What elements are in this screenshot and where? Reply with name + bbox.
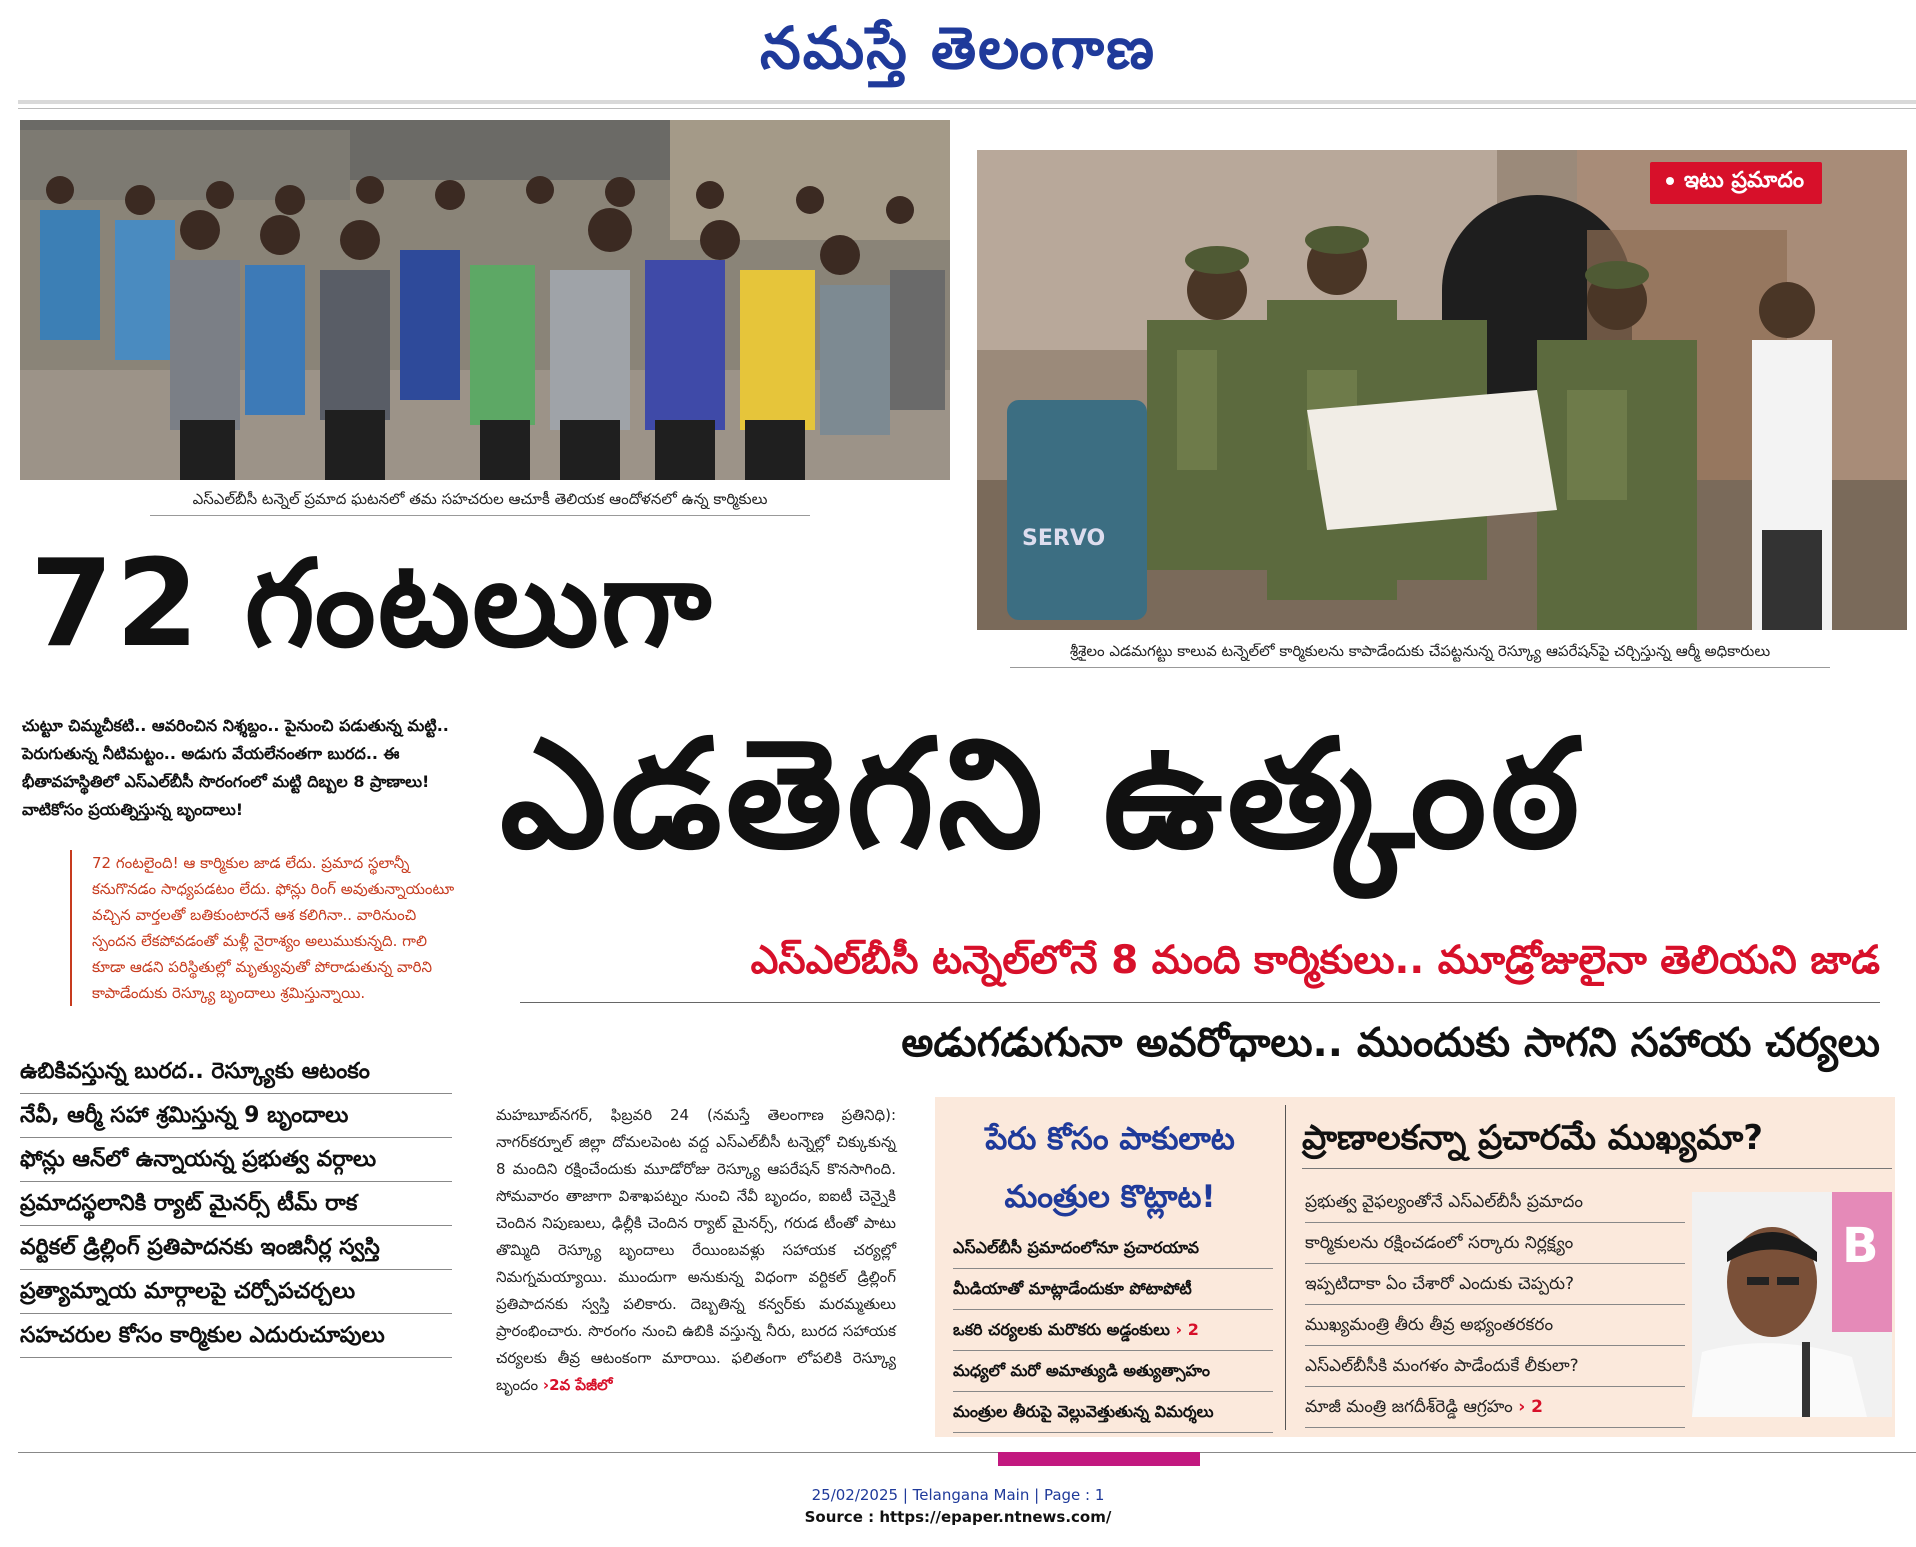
footer	[0, 1484, 1916, 1528]
panel-right-item-text: ప్రభుత్వ వైఫల్యంతోనే ఎస్ఎల్‌బీసీ ప్రమాదం	[1305, 1192, 1583, 1212]
panel-left-item	[953, 1228, 1273, 1269]
article-body	[496, 1102, 896, 1399]
highlight-item: సహచరుల కోసం కార్మికుల ఎదురుచూపులు	[20, 1314, 452, 1358]
panel-right-item	[1305, 1223, 1685, 1264]
backdrop-letter: B	[1842, 1218, 1879, 1274]
panel-right-item-text: మాజీ మంత్రి జగదీశ్‌రెడ్డి ఆగ్రహం	[1305, 1397, 1513, 1417]
footer-accent-bar	[998, 1452, 1200, 1466]
panel-right-item	[1305, 1182, 1685, 1223]
panel-left-item-text: ఒకరి చర్యలకు మరొకరు అడ్డంకులు	[953, 1320, 1170, 1339]
highlight-item: నేవీ, ఆర్మీ సహా శ్రమిస్తున్న 9 బృందాలు	[20, 1094, 452, 1138]
panel-left-item	[953, 1351, 1273, 1392]
footer-rule	[18, 1452, 1916, 1453]
intro-quote: 72 గంటలైంది! ఆ కార్మికుల జాడ లేదు. ప్రమాద స్థలాన్నీ కనుగొనడం సాధ్యపడటం లేదు. ఫోన్లు రింగ్ అవుతున్నాయంటూ వచ్చిన వార్తలతో బతికుంటారనే ఆశ కలిగినా.. వారినుంచి స్పందన లేకపోవడంతో మళ్లీ నైరాశ్యం అలుముకున్నది. గాలి కూడా ఆడని పరిస్థితుల్లో మృత్యువుతో పోరాడుతున్న వారిని కాపాడేందుకు రెస్క్యూ బృందాలు శ్రమిస్తున్నాయి.	[70, 850, 455, 1006]
highlight-item: ఫోన్లు ఆన్‌లో ఉన్నాయన్న ప్రభుత్వ వర్గాలు	[20, 1138, 452, 1182]
panel-right-item	[1305, 1264, 1685, 1305]
politician-photo	[1692, 1192, 1892, 1417]
highlight-item: ఉబికివస్తున్న బురద.. రెస్క్యూకు ఆటంకం	[20, 1050, 452, 1094]
continued-link[interactable]: ›2వ పేజీలో	[542, 1376, 613, 1394]
workers-photo	[20, 120, 950, 480]
panel-right-item	[1305, 1387, 1685, 1428]
panel-left-item-text: మధ్యలో మరో అమాత్యుడి అత్యుత్సాహం	[953, 1361, 1210, 1380]
masthead	[0, 8, 1916, 98]
panel-left-list	[953, 1228, 1273, 1433]
panel-left-title: పేరు కోసం పాకులాట మంత్రుల కొట్లాట!	[985, 1121, 1235, 1215]
badge-dot-icon	[1666, 177, 1674, 185]
panel-left-item-text: మంత్రుల తీరుపై వెల్లువెత్తుతున్న విమర్శలు	[953, 1402, 1214, 1421]
highlight-item: వర్టికల్ డ్రిల్లింగ్ ప్రతిపాదనకు ఇంజినీర్ల స్వస్తి	[20, 1226, 452, 1270]
highlights-list	[20, 1050, 452, 1358]
highlight-item: ప్రత్యామ్నాయ మార్గాలపై చర్చోపచర్చలు	[20, 1270, 452, 1314]
highlight-item: ప్రమాదస్థలానికి ర్యాట్ మైనర్స్ టీమ్ రాక	[20, 1182, 452, 1226]
headline-line-1: 72 గంటలుగా	[30, 535, 714, 674]
panel-divider	[1285, 1105, 1286, 1430]
subheadline-red: ఎస్ఎల్‌బీసీ టన్నెల్‌లోనే 8 మంది కార్మికులు.. మూడ్రోజులైనా తెలియని జాడ	[520, 938, 1880, 1003]
context-badge	[1650, 162, 1822, 204]
page-ref[interactable]: › 2	[1175, 1320, 1199, 1339]
page-ref[interactable]: › 2	[1518, 1397, 1543, 1417]
masthead-rule	[18, 100, 1916, 104]
panel-right-item	[1305, 1346, 1685, 1387]
panel-right-item-text: ముఖ్యమంత్రి తీరు తీవ్ర అభ్యంతరకరం	[1305, 1315, 1554, 1335]
badge-label: ఇటు ప్రమాదం	[1684, 168, 1805, 193]
panel-left-item	[953, 1269, 1273, 1310]
panel-right-item-text: ఇప్పటిదాకా ఏం చేశారో ఎందుకు చెప్పరు?	[1305, 1274, 1574, 1294]
army-officers-photo	[977, 150, 1907, 630]
right-photo-caption: శ్రీశైలం ఎడమగట్టు కాలువ టన్నెల్‌లో కార్మికులను కాపాడేందుకు చేపట్టనున్న రెస్క్యూ ఆపరేషన్‌పై చర్చిస్తున్న ఆర్మీ అధికారులు	[1010, 642, 1830, 668]
panel-right-list	[1305, 1182, 1685, 1428]
left-photo-caption: ఎస్ఎల్‌బీసీ టన్నెల్ ప్రమాద ఘటనలో తమ సహచరుల ఆచూకీ తెలియక ఆందోళనలో ఉన్న కార్మికులు	[150, 490, 810, 516]
subheadline-black: అడుగడుగునా అవరోధాలు.. ముందుకు సాగని సహాయ చర్యలు	[901, 1020, 1880, 1066]
panel-right-item-text: కార్మికులను రక్షించడంలో సర్కారు నిర్లక్ష్యం	[1305, 1233, 1574, 1253]
panel-left-item	[953, 1392, 1273, 1433]
headline-line-2: ఎడతెగని ఉత్కంఠ	[500, 708, 1584, 882]
drum-label: SERVO	[1022, 526, 1106, 551]
article-body-text: మహబూబ్‌నగర్, ఫిబ్రవరి 24 (నమస్తే తెలంగాణ ప్రతినిధి): నాగర్‌కర్నూల్ జిల్లా దోమలపెంట వద్ద ఎస్ఎల్‌బీసీ టన్నెల్లో చిక్కుకున్న 8 మందిని రక్షించేందుకు మూడోరోజు రెస్క్యూ ఆపరేషన్ కొనసాగింది. సోమవారం తాజాగా విశాఖపట్నం నుంచి నేవీ బృందం, ఐఐటీ చెన్నైకి చెందిన నిపుణులు, ఢిల్లీకి చెందిన ర్యాట్ మైనర్స్, గరుడ టీంతో పాటు తొమ్మిది రెస్క్యూ బృందాలు రేయింబవళ్లు సహాయక చర్యల్లో నిమగ్నమయ్యాయి. ముందుగా అనుకున్న విధంగా వర్టికల్ డ్రిల్లింగ్ ప్రతిపాదనకు స్వస్తి పలికారు. దెబ్బతిన్న కన్వర్‌కు మరమ్మతులు ప్రారంభించారు. సొరంగం నుంచి ఉబికి వస్తున్న నీరు, బురద సహాయక చర్యలకు తీవ్ర ఆటంకంగా మారాయి. ఫలితంగా లోపలికి రెస్క్యూ బృందం	[496, 1106, 896, 1394]
panel-left-item-text: ఎస్ఎల్‌బీసీ ప్రమాదంలోనూ ప్రచారయావ	[953, 1238, 1199, 1257]
edition-info: 25/02/2025 | Telangana Main | Page : 1	[811, 1486, 1105, 1504]
masthead-rule-thin	[18, 108, 1916, 109]
panel-right-item	[1305, 1305, 1685, 1346]
panel-right-item-text: ఎస్ఎల్‌బీసీకి మంగళం పాడేందుకే లీకులా?	[1305, 1356, 1579, 1376]
panel-left-item-text: మీడియాతో మాట్లాడేందుకూ పోటాపోటీ	[953, 1279, 1192, 1298]
panel-left-item	[953, 1310, 1273, 1351]
newspaper-title: నమస్తే తెలంగాణ	[760, 14, 1156, 82]
intro-lead: చుట్టూ చిమ్మచీకటి.. ఆవరించిన నిశ్శబ్దం.. పైనుంచి పడుతున్న మట్టి.. పెరుగుతున్న నీటిమట్టం.. అడుగు వేయలేనంతగా బురద.. ఈ భీతావహస్థితిలో ఎస్ఎల్‌బీసీ సొరంగంలో మట్టి దిబ్బల 8 ప్రాణాలు! వాటికోసం ప్రయత్నిస్తున్న బృందాలు!	[22, 716, 449, 819]
panel-right-title: ప్రాణాలకన్నా ప్రచారమే ముఖ్యమా?	[1302, 1108, 1892, 1169]
source-link[interactable]: Source : https://epaper.ntnews.com/	[804, 1508, 1112, 1526]
